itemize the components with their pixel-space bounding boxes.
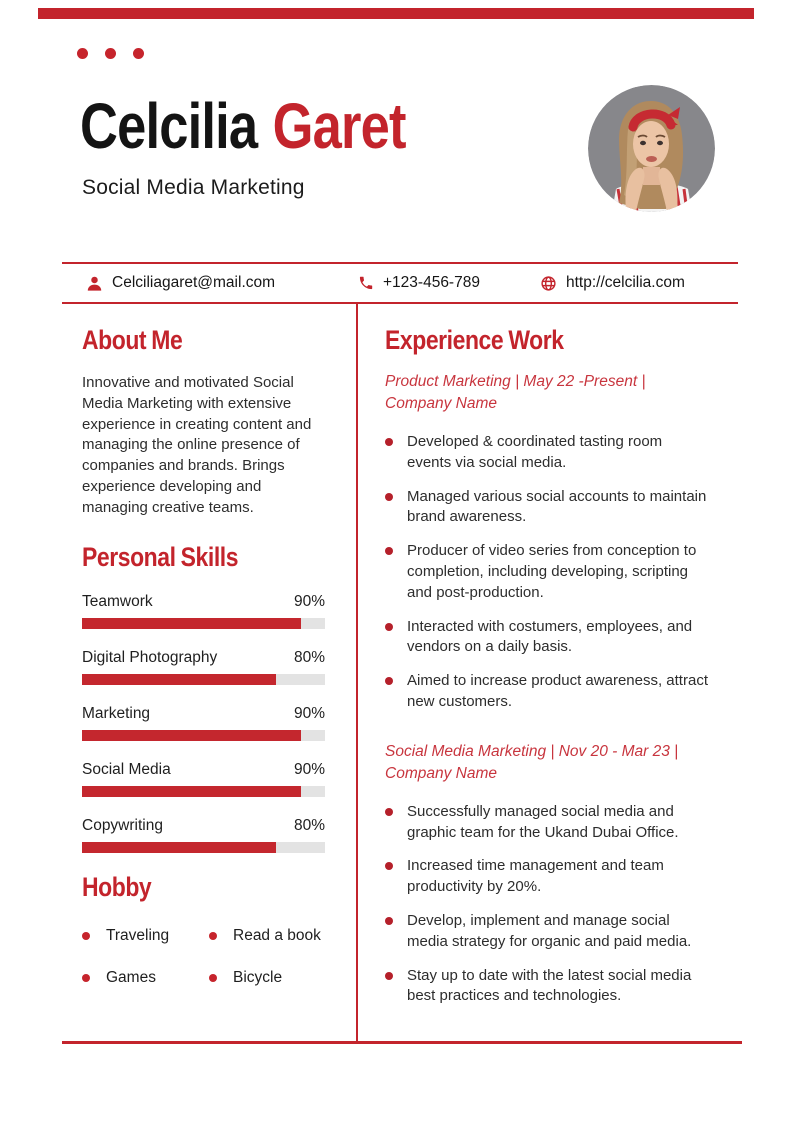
dot-icon [105, 48, 116, 59]
skill-item [82, 817, 325, 853]
skill-bar-fill [82, 842, 276, 853]
skill-bar-track [82, 674, 325, 685]
job-bullet [385, 671, 710, 713]
hobby-item [82, 927, 209, 945]
contact-website-text: http://celcilia.com [566, 274, 685, 291]
experience-jobs [385, 371, 710, 1007]
contact-phone [358, 264, 480, 302]
skill-label: Copywriting [82, 816, 163, 834]
skills-list [82, 593, 325, 853]
hobby-label: Bicycle [233, 968, 283, 986]
last-name: Garet [272, 90, 406, 162]
job-bullet [385, 617, 710, 659]
hobby-list [82, 927, 325, 987]
skill-label: Teamwork [82, 592, 153, 610]
skill-bar-fill [82, 786, 301, 797]
hobby-label: Traveling [106, 926, 170, 944]
skill-percent: 90% [293, 704, 325, 722]
person-icon [86, 275, 103, 292]
job-bullet-text: Develop, implement and manage social media strategy for organic and paid media. [407, 911, 692, 950]
job-entry [385, 741, 710, 1007]
bottom-divider [62, 1041, 742, 1044]
bullet-dot-icon [385, 547, 393, 555]
hobby-heading: Hobby [82, 871, 152, 902]
skill-label: Digital Photography [82, 648, 218, 666]
bullet-dot-icon [385, 808, 393, 816]
bullet-dot-icon [82, 974, 90, 982]
about-heading: About Me [82, 325, 183, 355]
hobby-item [82, 969, 209, 987]
job-bullet-list [385, 802, 710, 1007]
column-divider [356, 302, 358, 1041]
job-bullet [385, 911, 710, 953]
skill-item [82, 705, 325, 741]
bullet-dot-icon [385, 917, 393, 925]
skills-heading: Personal Skills [82, 541, 239, 572]
bullet-dot-icon [385, 493, 393, 501]
job-entry [385, 371, 710, 713]
skill-bar-fill [82, 730, 301, 741]
skill-label-row [82, 593, 325, 611]
job-subtitle-line2: Company Name [385, 395, 497, 412]
hobby-label: Games [106, 968, 156, 986]
skill-bar-track [82, 618, 325, 629]
first-name: Celcilia [80, 90, 258, 162]
job-subtitle-line2: Company Name [385, 764, 497, 782]
right-column [385, 326, 710, 1020]
job-bullet-text: Stay up to date with the latest social media best practices and technologies. [407, 966, 692, 1005]
decorative-dots [77, 48, 144, 59]
hobby-item [209, 927, 325, 945]
skill-bar-fill [82, 674, 276, 685]
top-accent-bar [38, 8, 754, 19]
job-bullet [385, 966, 710, 1008]
skill-percent: 80% [293, 816, 325, 834]
bullet-dot-icon [209, 932, 217, 940]
job-bullet-text: Aimed to increase product awareness, attract new customers. [407, 672, 708, 710]
skill-label-row [82, 761, 325, 779]
job-bullet-list [385, 432, 710, 713]
skill-label-row [82, 649, 325, 667]
job-title: Social Media Marketing [82, 176, 305, 199]
bullet-dot-icon [385, 862, 393, 870]
skill-bar-track [82, 730, 325, 741]
dot-icon [77, 48, 88, 59]
job-subtitle-line1: Social Media Marketing | Nov 20 - Mar 23 | [385, 742, 679, 760]
job-bullet [385, 802, 710, 844]
job-bullet [385, 432, 710, 474]
job-bullet-text: Developed & coordinated tasting room events via social media. [407, 433, 663, 471]
job-bullet-text: Increased time management and team productivity by 20%. [407, 857, 664, 896]
skill-percent: 80% [293, 648, 325, 666]
skill-label: Marketing [82, 704, 151, 722]
job-subtitle [385, 741, 710, 785]
skill-percent: 90% [293, 592, 325, 610]
skill-label: Social Media [82, 760, 171, 778]
contact-bar [62, 262, 738, 304]
about-text: Innovative and motivated Social Media Marketing with extensive experience in creating content and managing the online presence of companies and brands. Brings experience developing and managing creative teams. [82, 374, 312, 516]
job-bullet-text: Producer of video series from conception to completion, including developing, scripting and post-production. [407, 542, 697, 601]
job-subtitle-line1: Product Marketing | May 22 -Present | [385, 373, 646, 390]
skill-label-row [82, 705, 325, 723]
bullet-dot-icon [82, 932, 90, 940]
contact-email-text: Celciliagaret@mail.com [112, 274, 276, 291]
contact-email [86, 264, 275, 302]
hobby-item [209, 969, 325, 987]
phone-icon [358, 275, 374, 291]
skill-bar-track [82, 842, 325, 853]
job-bullet-text: Managed various social accounts to maintain brand awareness. [407, 487, 707, 526]
hobby-label: Read a book [233, 926, 321, 944]
contact-website [540, 264, 685, 302]
skill-bar-track [82, 786, 325, 797]
globe-icon [540, 275, 557, 292]
job-bullet-text: Interacted with costumers, employees, and vendors on a daily basis. [407, 617, 693, 656]
skill-label-row [82, 817, 325, 835]
job-bullet [385, 541, 710, 603]
contact-phone-text: +123-456-789 [383, 274, 480, 291]
job-bullet [385, 856, 710, 898]
bullet-dot-icon [385, 623, 393, 631]
profile-photo [588, 85, 715, 212]
experience-heading: Experience Work [385, 325, 564, 355]
name-heading [80, 92, 477, 160]
skill-item [82, 593, 325, 629]
skill-percent: 90% [293, 760, 325, 778]
bullet-dot-icon [385, 677, 393, 685]
bullet-dot-icon [385, 972, 393, 980]
left-column [82, 326, 325, 987]
skill-item [82, 761, 325, 797]
skill-bar-fill [82, 618, 301, 629]
skill-item [82, 649, 325, 685]
job-bullet-text: Successfully managed social media and graphic team for the Ukand Dubai Office. [407, 802, 679, 841]
job-subtitle [385, 371, 710, 415]
portrait-illustration [588, 85, 715, 212]
bullet-dot-icon [209, 974, 217, 982]
job-bullet [385, 487, 710, 529]
dot-icon [133, 48, 144, 59]
bullet-dot-icon [385, 438, 393, 446]
